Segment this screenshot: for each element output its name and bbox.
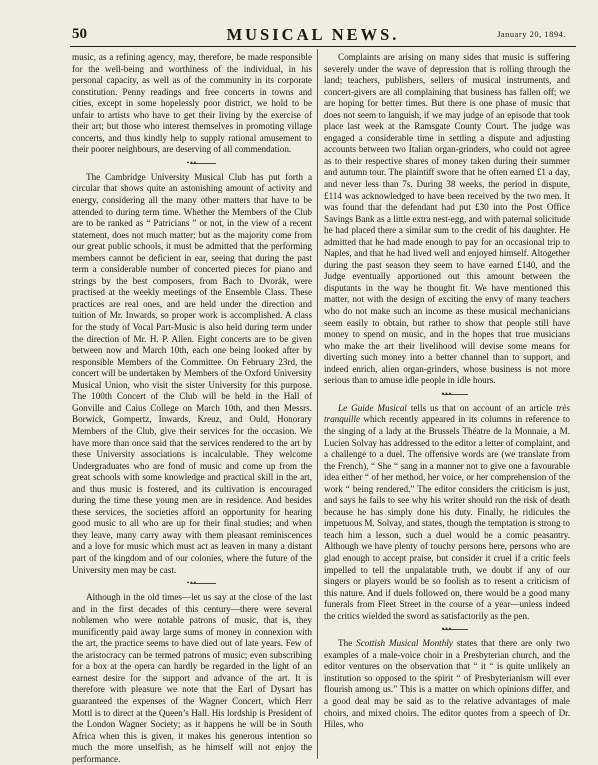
section-separator: ••• [324,622,570,638]
publication-title: Le Guide Musical [338,402,407,413]
page-number: 50 [72,26,87,42]
left-column [72,52,312,765]
paragraph-village-concerts: music, as a refining agency, may, therefore, be made responsible for the well-being and worthiness of the individual, in his personal capacity, as well as of the community in its corporate constitution. Penny readings and free concerts in towns and cities, except in some hopelessly poor district, we hold to be unfair to artists who have to get their living by the exercise of their art; but those who interest themselves in promoting village concerts, and thus kindly help to supply rational amusement to their poorer neighbours, are deserving of all commendation. [72,52,312,155]
paragraph-cambridge-club: The Cambridge University Musical Club has put forth a circular that shows quite an astonishing amount of activity and energy, considering all the many other matters that have to be attended to during term time. Whether the Members of the Club are to be ranked as “ Patricians ” or not, in the view of a recent statement, does not much matter; but as the majority come from our great public schools, it must be admitted that the performing members cannot be deficient in ear, seeing that during the past term a considerable number of concerted pieces for piano and strings by the best composers, from Bach to Dvorák, were practised at the weekly meetings of the Ensemble Class. These practices are real ones, and are held under the direction and tuition of Mr. Inwards, so proper work is accomplished. A class for the study of Vocal Part-Music is also held during term under the direction of Mr. H. P. Allen. Eight concerts are to be given between now and March 10th, each one being looked after by responsible Members of the Committee. On February 23rd, the concert will be undertaken by Members of the Oxford University Musical Union, who visit the sister University for this purpose. The 100th Concert of the Club will be held in the Hall of Gonville and Caius College on March 10th, and then Messrs. Borwick, Gompertz, Inwards, Kreuz, and Ould, Honorary Members of the Club, give their services for the occasion. We have more than once said that the services rendered to the art by these University associations is incalculable. They welcome Undergraduates who are fond of music and come up from the great schools with some knowledge and practical skill in the art, and thus music is fostered, and its cultivation is encouraged during the time these young men are in residence. And besides these services, the societies afford an opportunity for hearing good music to all who are up for their final studies; and when they leave, many carry away with them pleasant reminiscences and a love for music which must act as leaven in many a distant part of the kingdom and of our colonies, where the future of the University men may be cast. [72,171,312,575]
section-separator: ••• [324,387,570,403]
page-header [52,26,574,46]
paragraph-organ-grinders: Complaints are arising on many sides that music is suffering severely under the wave of depression that is rolling through the land; teachers, publishers, sellers of musical instruments, and concert-givers are all complaining that business has fallen off; we are hoping for better times. But there is one phase of music that does not seem to languish, if we may judge of an episode that took place last week at the Ramsgate County Court. The judge was engaged a considerable time in settling a dispute and adjusting accounts between two Italian organ-grinders, who could not agree as to their respective shares of money taken during their summer and autumn tour. The plaintiff swore that he often earned £1 a day, and never less than 7s. During 38 weeks, the period in dispute, £114 was acknowledged to have been received by the two men. It was found that the defendant had put £30 into the Post Office Savings Bank as a little extra nest-egg, and with paternal solicitude he had placed there a similar sum to the credit of his daughter. He admitted that he had made enough to pay for an occasional trip to Naples, and that he had lived well and enjoyed himself. Altogether during the past season they seem to have earned £140, and the Judge eventually apportioned out this amount between the disputants in the way he thought fit. We have mentioned this matter, not with the design of exciting the envy of many teachers who do not make such an income as these musical mechanicians seem easily to obtain, but rather to show that people still have money to spend on music, and in the hopes that true musicians who make the art their livelihood will devise some means for diverting such money into a better channel than to support, and indeed enrich, alien organ-grinders, whose business is not more serious than to amuse idle people in idle hours. [324,52,570,386]
paragraph-scottish-monthly: The Scottish Musical Monthly states that there are only two examples of a male-voice choir in a Presbyterian church, and the editor ventures on the observation that “ it “ is quite unlikely an institution so opposed to the spirit “ of Presbyterianism will ever flourish among us.” This is a matter on which opinions differ, and a good deal may be said as to the relative advantages of male choirs, and mixed choirs. The editor quotes from a speech of Dr. Hiles, who [324,638,570,730]
paragraph-patrons-of-music: Although in the old times—let us say at the close of the last and in the first decades of this century—there were several noblemen who were notable patrons of music, that is, they munificently paid away large sums of money in connexion with the art, the practice seems to have died out of late years. Few of the aristocracy can be termed patrons of music; even subscribing for a box at the opera can hardly be regarded in the light of an earnest desire for the support and advance of the art. It is therefore with pleasure we note that the Earl of Dysart has guaranteed the expenses of the Wagner Concert, which Herr Mottl is to direct at the Queen’s Hall. His lordship is President of the London Wagner Society; as it happens he will be in South Africa when this is given, it makes his generous intention so much the more unselfish, as he himself will not enjoy the performance. [72,592,312,764]
header-rule [70,46,576,47]
section-separator: ••• [72,576,312,592]
paragraph-guide-musical: Le Guide Musical tells us that on account of an article très tranquille which recently appeared in its columns in reference to the singing of a lady at the Brussels Théatre de la Monnaie, a M. Lucien Solvay has addressed to the editor a letter of complaint, and a challenge to a duel. The offensive words are (we translate from the French), “ She “ sang in a manner not to give one a favourable idea either “ of her method, her voice, or her comprehension of the work “ being rendered.” The editor considers the criticism is just, and says he fails to see why his writer should run the risk of death because he has simply done his duty. Finally, he ridicules the impetuous M. Solvay, and states, though the temptation is strong to teach him a lesson, such a duel would be a comic peasantry. Although we have plenty of touchy persons here, persons who are glad enough to accept praise, but consider it cruel if a critic feels impelled to tell the unpalatable truth, we doubt if any of our singers or players would be so foolish as to resent a criticism of this nature. And if duels followed on, there would be a good many funerals from Fleet Street in the course of a year—unless indeed the critics wielded the sword as satisfactorily as the pen. [324,402,571,621]
italic-phrase: très tranquille [324,402,571,425]
section-separator: ••• [72,156,312,172]
publication-title: Scottish Musical Monthly [356,638,453,649]
column-divider [317,49,318,759]
right-column [324,52,570,731]
issue-date: January 20, 1894. [497,29,566,39]
masthead-title: MUSICAL NEWS. [226,25,400,44]
